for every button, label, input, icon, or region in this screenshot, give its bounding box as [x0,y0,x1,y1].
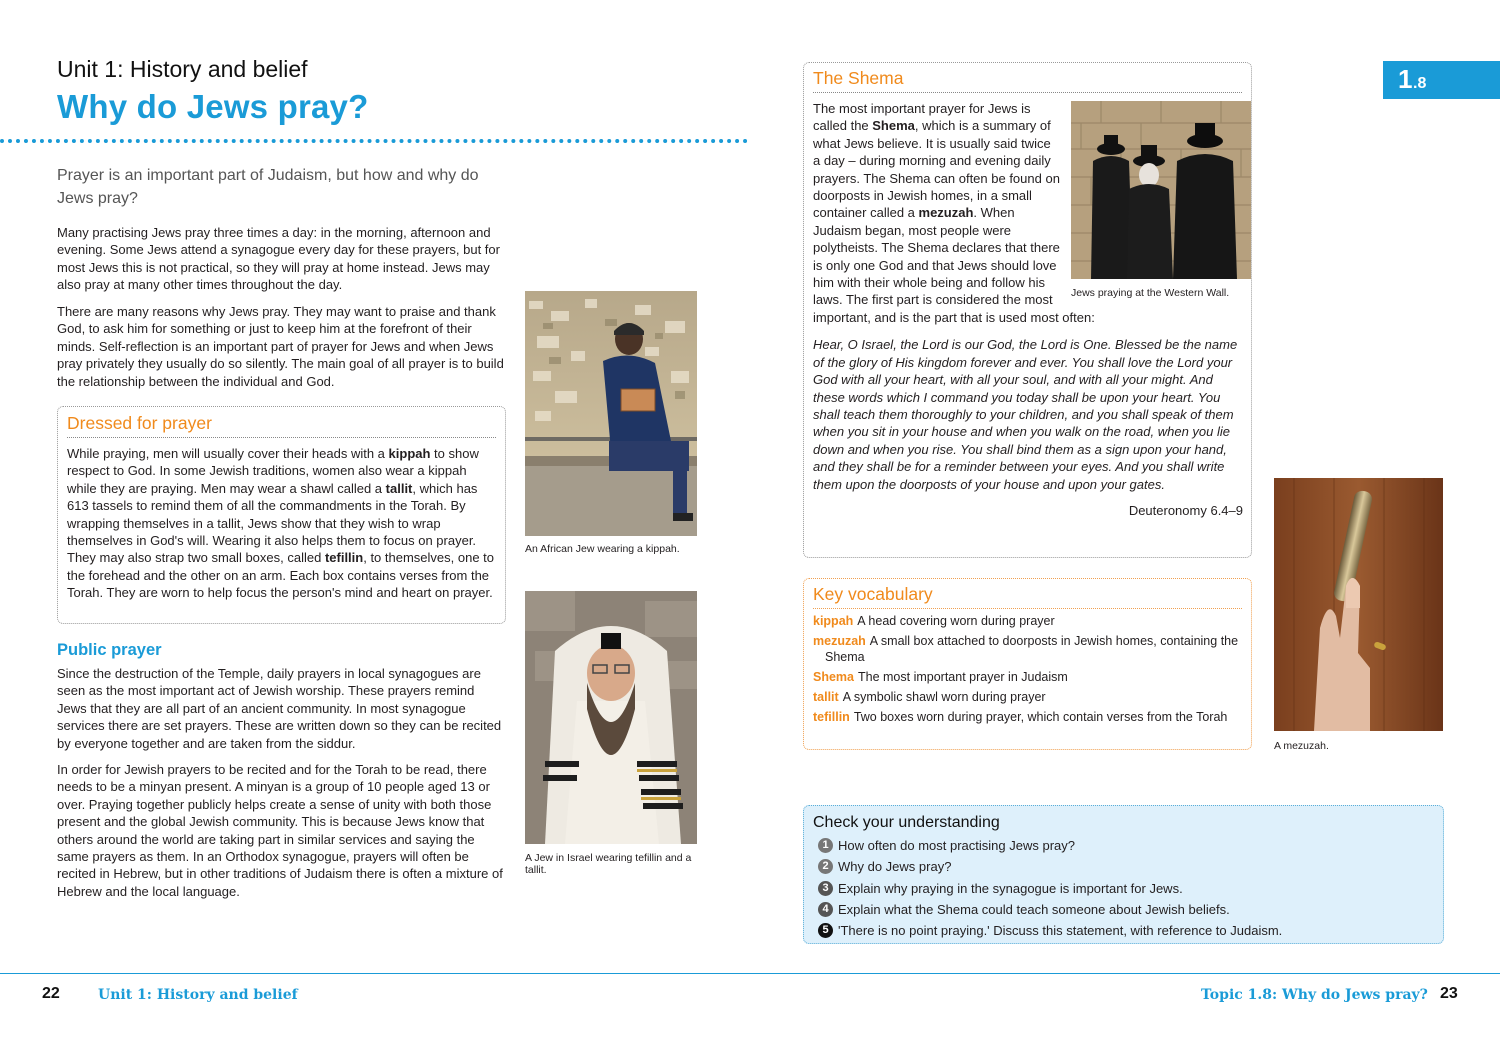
shema-heading: The Shema [813,68,1242,93]
vocab-item: kippah A head covering worn during prayer [813,614,1055,628]
running-head-left: Unit 1: History and belief [98,987,298,1003]
unit-kicker: Unit 1: History and belief [57,56,308,82]
dressed-heading: Dressed for prayer [67,413,496,438]
public-paragraph-2: In order for Jewish prayers to be recited and for the Torah to be read, there needs to be a minyan present. A minyan is a group of 10 people aged 13 or over. Praying together publicly helps create a sense of unity with both those present and the global Jewish community. This is because Jews know that others around the world are taking part in similar services and saying the same prayers as them. In an Orthodox synagogue, prayers will often be recited in Hebrew, but in other traditions of Judaism there is often a mixture of Hebrew and the local language. [57,762,503,899]
question-item: 3 Explain why praying in the synagogue is important for Jews. [813,878,1434,899]
question-item: 2 Why do Jews pray? [813,856,1434,877]
caption-kippah: An African Jew wearing a kippah. [525,543,680,555]
check-understanding-box [803,805,1444,944]
check-heading: Check your understanding [813,814,1000,831]
key-vocabulary-box [803,578,1252,750]
dressed-for-prayer-box [57,406,506,624]
vocab-item: mezuzah A small box attached to doorposts in Jewish homes, containing the Shema [813,634,1239,664]
term-kippah: kippah [388,446,431,461]
question-number-badge: 4 [818,902,833,917]
page-title: Why do Jews pray? [57,88,369,125]
public-paragraph-1: Since the destruction of the Temple, daily prayers in local synagogues are seen as the most important act of Jewish worship. These prayers remind Jews that they are all part of an ancient community. In most synagogue services there are set prayers. These are written down so they can be recited by everyone together and are taken from the siddur. [57,666,502,751]
vocab-item: tefillin Two boxes worn during prayer, which contain verses from the Torah [813,710,1228,724]
public-prayer-heading: Public prayer [57,641,162,659]
term-tallit: tallit [385,480,413,496]
photo-western-wall [1071,101,1251,279]
intro-text: Prayer is an important part of Judaism, but how and why do Jews pray? [57,167,479,207]
shema-box [803,62,1252,558]
running-head-right: Topic 1.8: Why do Jews pray? [1201,987,1428,1003]
page-number-right: 23 [1440,985,1458,1002]
page-number-left: 22 [42,985,60,1002]
vocab-item: tallit A symbolic shawl worn during prayer [813,690,1046,704]
question-number-badge: 2 [818,859,833,874]
topic-tab-major: 1 [1398,64,1413,94]
question-number-badge: 5 [818,923,833,938]
body-paragraph-1: Many practising Jews pray three times a day: in the morning, afternoon and evening. Some Jews attend a synagogue every day for these prayers, but for most Jews this is not practical, so they will pray at home instead. Jews may also pray at many other times throughout the day. [57,225,500,293]
term-mezuzah: mezuzah [918,205,974,221]
term-tefillin: tefillin [324,550,364,566]
dressed-text: While praying, men will usually cover their heads with a kippah to show respect to God. In some Jewish traditions, women also wear a kippah while they are praying. Men may wear a shawl called a tallit, which has 613 tassels to remind them of all the commandments in the Torah. By wrapping themselves in a tallit, Jews show that they wish to wrap themselves in God's will. Wearing it also helps them to focus on prayer. They may also strap two small boxes, called tefillin, to themselves, one to the forehead and the other on an arm. Each box contains verses from the Torah. They are worn to help focus the person's mind and heart on prayer. [67,446,495,601]
vocab-item: Shema The most important prayer in Judaism [813,670,1068,684]
photo-tefillin [525,591,697,844]
shema-reference: Deuteronomy 6.4–9 [1128,502,1243,518]
topic-number-tab [1383,61,1500,99]
caption-tefillin: A Jew in Israel wearing tefillin and a tallit. [525,852,692,876]
photo-kippah [525,291,697,536]
question-number-badge: 3 [818,881,833,896]
vocab-heading: Key vocabulary [813,584,1242,609]
question-item: 1 How often do most practising Jews pray? [813,835,1434,856]
topic-tab-minor: .8 [1413,75,1427,92]
body-paragraph-2: There are many reasons why Jews pray. They may want to praise and thank God, to ask him for something or just to keep him at the forefront of their minds. Self-reflection is an important part of prayer for Jews and when Jews pray privately they usually do so silently. The main goal of all prayer is to build the relationship between the individual and God. [57,304,504,389]
shema-quote: Hear, O Israel, the Lord is our God, the Lord is One. Blessed be the name of the glory of His kingdom forever and ever. You shall love the Lord your God with all your heart, with all your soul, and with all your might. And these words which I command you today shall be upon your heart. You shall teach them thoroughly to your children, and you shall speak of them when you sit in your house and when you walk on the road, when you lie down and when you rise. You shall bind them as a sign upon your hand, and they shall be for a reminder between your eyes. And you shall write them upon the doorposts of your house and upon your gates. [813,337,1238,492]
question-number-badge: 1 [818,838,833,853]
caption-wall: Jews praying at the Western Wall. [1071,287,1230,300]
photo-mezuzah [1274,478,1443,731]
caption-mezuzah: A mezuzah. [1274,740,1329,752]
question-item: 5 'There is no point praying.' Discuss this statement, with reference to Judaism. [813,920,1434,941]
footer-rule [0,973,1500,974]
western-wall-figure [1071,101,1251,299]
term-shema: Shema [872,118,915,134]
question-item: 4 Explain what the Shema could teach someone about Jewish beliefs. [813,899,1434,920]
shema-text: Jews praying at the Western Wall. The most important prayer for Jews is called the Shema, which is a summary of what Jews believe. It is usually said twice a day – during morning and evening daily prayers. The Shema can often be found on doorposts in Jewish homes, in a small container called a mezuzah. When Judaism began, most people were polytheists. The Shema declares that there is only one God and that Jews should love him with their whole being and follow his laws. The first part is considered the most important, and is the part that is used most often: Hear, O Israel, the Lord is our God, the Lord is One. Blessed be the name of the glory of His kingdom forever and ever. You shall love the Lord your God with all your heart, with all your soul, and with all your might. And these words which I command you today shall be upon your heart. You shall teach them thoroughly to your children, and you shall speak of them when you sit in your house and when you walk on the road, when you lie down and when you rise. You shall bind them as a sign upon your hand, and they shall be for a reminder between your eyes. And you shall write them upon the doorposts of your house and upon your gates. Deuteronomy 6.4–9 [813,100,1243,519]
title-dotted-rule [0,139,748,143]
